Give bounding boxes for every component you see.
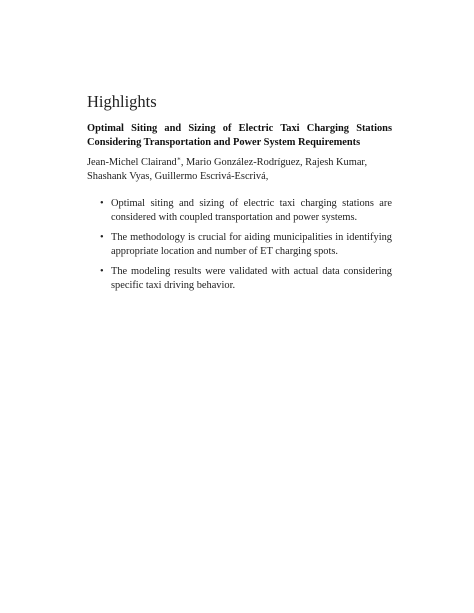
paper-title: Optimal Siting and Sizing of Electric Taxi Charging Stations Considering Transportation and Power System Requirements (87, 123, 392, 148)
highlights-section (87, 92, 392, 299)
highlight-text: The modeling results were validated with actual data considering specific taxi driving behavior. (111, 266, 392, 291)
highlight-item (100, 197, 392, 224)
highlights-heading: Highlights (87, 92, 157, 111)
highlight-item (100, 265, 392, 292)
highlight-text: Optimal siting and sizing of electric taxi charging stations are considered with coupled transportation and power systems. (111, 198, 392, 223)
bullet-icon: • (100, 232, 104, 243)
bullet-icon: • (100, 198, 104, 209)
bullet-icon: • (100, 266, 104, 277)
highlights-list (87, 197, 392, 292)
first-author-name: Jean-Michel Clairand (87, 157, 177, 168)
corresponding-author-mark: ∗ (176, 156, 181, 163)
highlight-item (100, 231, 392, 258)
author-list (87, 156, 392, 183)
highlight-text: The methodology is crucial for aiding municipalities in identifying appropriate location and number of ET charging spots. (111, 232, 392, 257)
other-authors: , Mario González-Rodríguez, Rajesh Kumar, Shashank Vyas, Guillermo Escrivá-Escrivá, (87, 157, 368, 182)
